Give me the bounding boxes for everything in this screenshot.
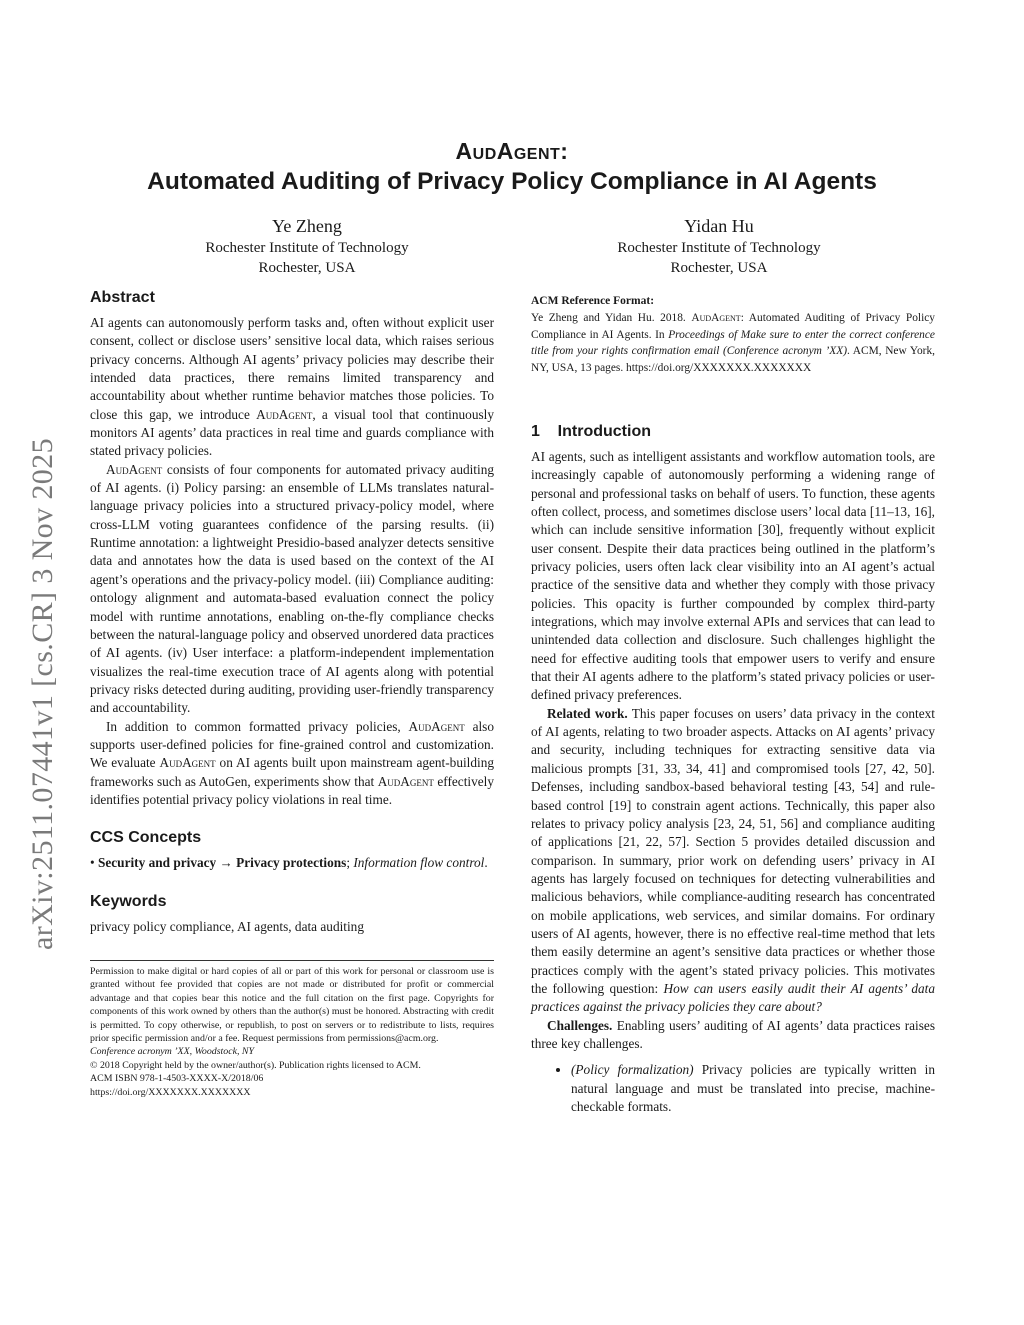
keywords-text: privacy policy compliance, AI agents, data auditing <box>90 918 364 934</box>
author-location: Rochester, USA <box>258 260 356 276</box>
author-location: Rochester, USA <box>670 260 768 276</box>
right-column <box>531 288 935 1116</box>
author-name: Ye Zheng <box>272 216 342 236</box>
title-line-1: AudAgent: <box>455 138 569 164</box>
author-block-2 <box>549 214 889 278</box>
abstract-paragraph-1: AI agents can autonomously perform tasks and, often without explicit user consent, collect or disclose users’ sensitive local data, which raises serious privacy concerns. Although AI agents’ privacy policies may describe their intended data practices, there remains limited transparency and accountability about whether runtime behavior matches those policies. To close this gap, we introduce AudAgent, a visual tool that continuously monitors AI agents’ data practices in real time and guards compliance with stated privacy policies. <box>90 315 494 459</box>
challenges-list <box>531 1061 935 1116</box>
challenges-paragraph: Challenges. Enabling users’ auditing of AI agents’ data practices raises three key challenges. <box>531 1017 935 1051</box>
abstract-heading: Abstract <box>90 289 155 306</box>
author-block-1 <box>137 214 477 278</box>
paper-title <box>0 136 1024 198</box>
author-affiliation: Rochester Institute of Technology <box>617 240 821 256</box>
related-work-paragraph: Related work. This paper focuses on users’ data privacy in the context of AI agents, relating to two broader aspects. Attacks on AI agents’ privacy and security, including techniques for extracting sensitive data via malicious prompts [31, 33, 34, 41] and compromised tools [27, 42, 50]. Defenses, including sandbox-based behavioral testing [43, 54] and rule-based control [19] to constrain agent actions. Technically, this paper also relates to privacy policy analysis [23, 24, 51, 56] and compliance auditing of applications [21, 22, 57]. Section 5 provides detailed discussion and comparison. In summary, prior work on defending users’ privacy in AI agents has largely focused on techniques for detecting vulnerabilities and malicious behaviors, while compliance-auditing research has concentrated on mobile applications, web services, and similar domains. For ordinary users of AI agents, however, there is no effective real-time method that lets them easily determine an agent’s sensitive data practices or whether those practices comply with the agent’s stated privacy policies. This motivates the following question: How can users easily audit their AI agents’ data practices against the privacy policies they care about? <box>531 705 935 1015</box>
permission-notice: Permission to make digital or hard copies of all or part of this work for personal or classroom use is granted without fee provided that copies are not made or distributed for profit or commercial advantage and that copies bear this notice and the full citation on the first page. Copyrights for components of this work owned by others than the author(s) must be honored. Abstracting with credit is permitted. To copy otherwise, or republish, to post on servers or to redistribute to lists, requires prior specific permission and/or a fee. Request permissions from permissions@acm.org. <box>90 965 494 1044</box>
list-item: • (Policy formalization) Privacy policies are typically written in natural language and must be translated into precise, machine-checkable formats. <box>571 1061 935 1116</box>
arxiv-stamp: arXiv:2511.07441v1 [cs.CR] 3 Nov 2025 <box>26 438 59 950</box>
doi-line: https://doi.org/XXXXXXX.XXXXXXX <box>90 1086 251 1098</box>
abstract-paragraph-3: In addition to common formatted privacy policies, AudAgent also supports user-defined policies for fine-grained control and customization. We evaluate AudAgent on AI agents built upon mainstream agent-building frameworks such as AutoGen, experiments show that AudAgent effectively identifies potential privacy policy violations in real time. <box>90 718 495 807</box>
conference-line: Conference acronym ’XX, Woodstock, NY <box>90 1046 255 1058</box>
acm-ref-heading: ACM Reference Format: <box>531 295 655 307</box>
introduction-heading: 1 Introduction <box>531 422 651 440</box>
ccs-heading: CCS Concepts <box>90 829 202 847</box>
isbn-line: ACM ISBN 978-1-4503-XXXX-X/2018/06 <box>90 1073 264 1085</box>
ccs-concepts: • Security and privacy → Privacy protections; Information flow control. <box>90 855 488 871</box>
footnote-block <box>90 960 494 1099</box>
abstract-paragraph-2: AudAgent consists of four components for automated privacy auditing of AI agents. (i) Policy parsing: an ensemble of LLMs translates natural-language privacy policies into a structured privacy-policy model, where cross-LLM voting guarantees confidence of the parsing results. (ii) Runtime annotation: a lightweight Presidio-based analyzer detects sensitive data and annotates how the data is used based on the context of the AI agent’s operations and the privacy-policy model. (iii) Compliance auditing: ontology alignment and automata-based evaluation connect the policy model with runtime annotations, enabling on-the-fly compliance checks between the natural-language policy and observed unordered data practices of AI agents. (iv) User interface: a platform-independent implementation visualizes the real-time execution trace of AI agents along with potential privacy risks detected during auditing, providing user-friendly transparency and accountability. <box>90 461 494 716</box>
title-line-2: Automated Auditing of Privacy Policy Compliance in AI Agents <box>147 168 877 195</box>
acm-reference: Ye Zheng and Yidan Hu. 2018. AudAgent: Automated Auditing of Privacy Policy Compliance in AI Agents. In Proceedings of Make sure to enter the correct conference title from your rights confirmation email (Conference acronym ’XX). ACM, New York, NY, USA, 13 pages. https://doi.org/XXXXXXX.XXXXXXX <box>531 312 935 374</box>
left-column <box>90 288 494 1099</box>
author-name: Yidan Hu <box>684 216 754 236</box>
keywords-heading: Keywords <box>90 892 167 910</box>
copyright-line: © 2018 Copyright held by the owner/author(s). Publication rights licensed to ACM. <box>90 1059 421 1071</box>
intro-paragraph-1: AI agents, such as intelligent assistants and workflow automation tools, are increasingly capable of autonomously performing a widening range of personal and professional tasks on behalf of users. To function, these agents often collect, process, and sometimes disclose users’ local data [11–13, 16], which can include sensitive information [30], frequently without explicit user consent. Despite their data practices being outlined in the platform’s privacy policies, users often lack clear visibility into an AI agent’s actual practice of the sensitive data and whether they comply with those privacy policies. This opacity is further compounded by complex third-party integrations, which may involve external APIs and services that can lead to unintended data collection and disclosure. Such challenges highlight the need for effective auditing tools that empower users to verify and ensure that their AI agents adhere to the platform’s stated privacy policies or user-defined privacy preferences. <box>531 448 935 703</box>
author-affiliation: Rochester Institute of Technology <box>205 240 409 256</box>
